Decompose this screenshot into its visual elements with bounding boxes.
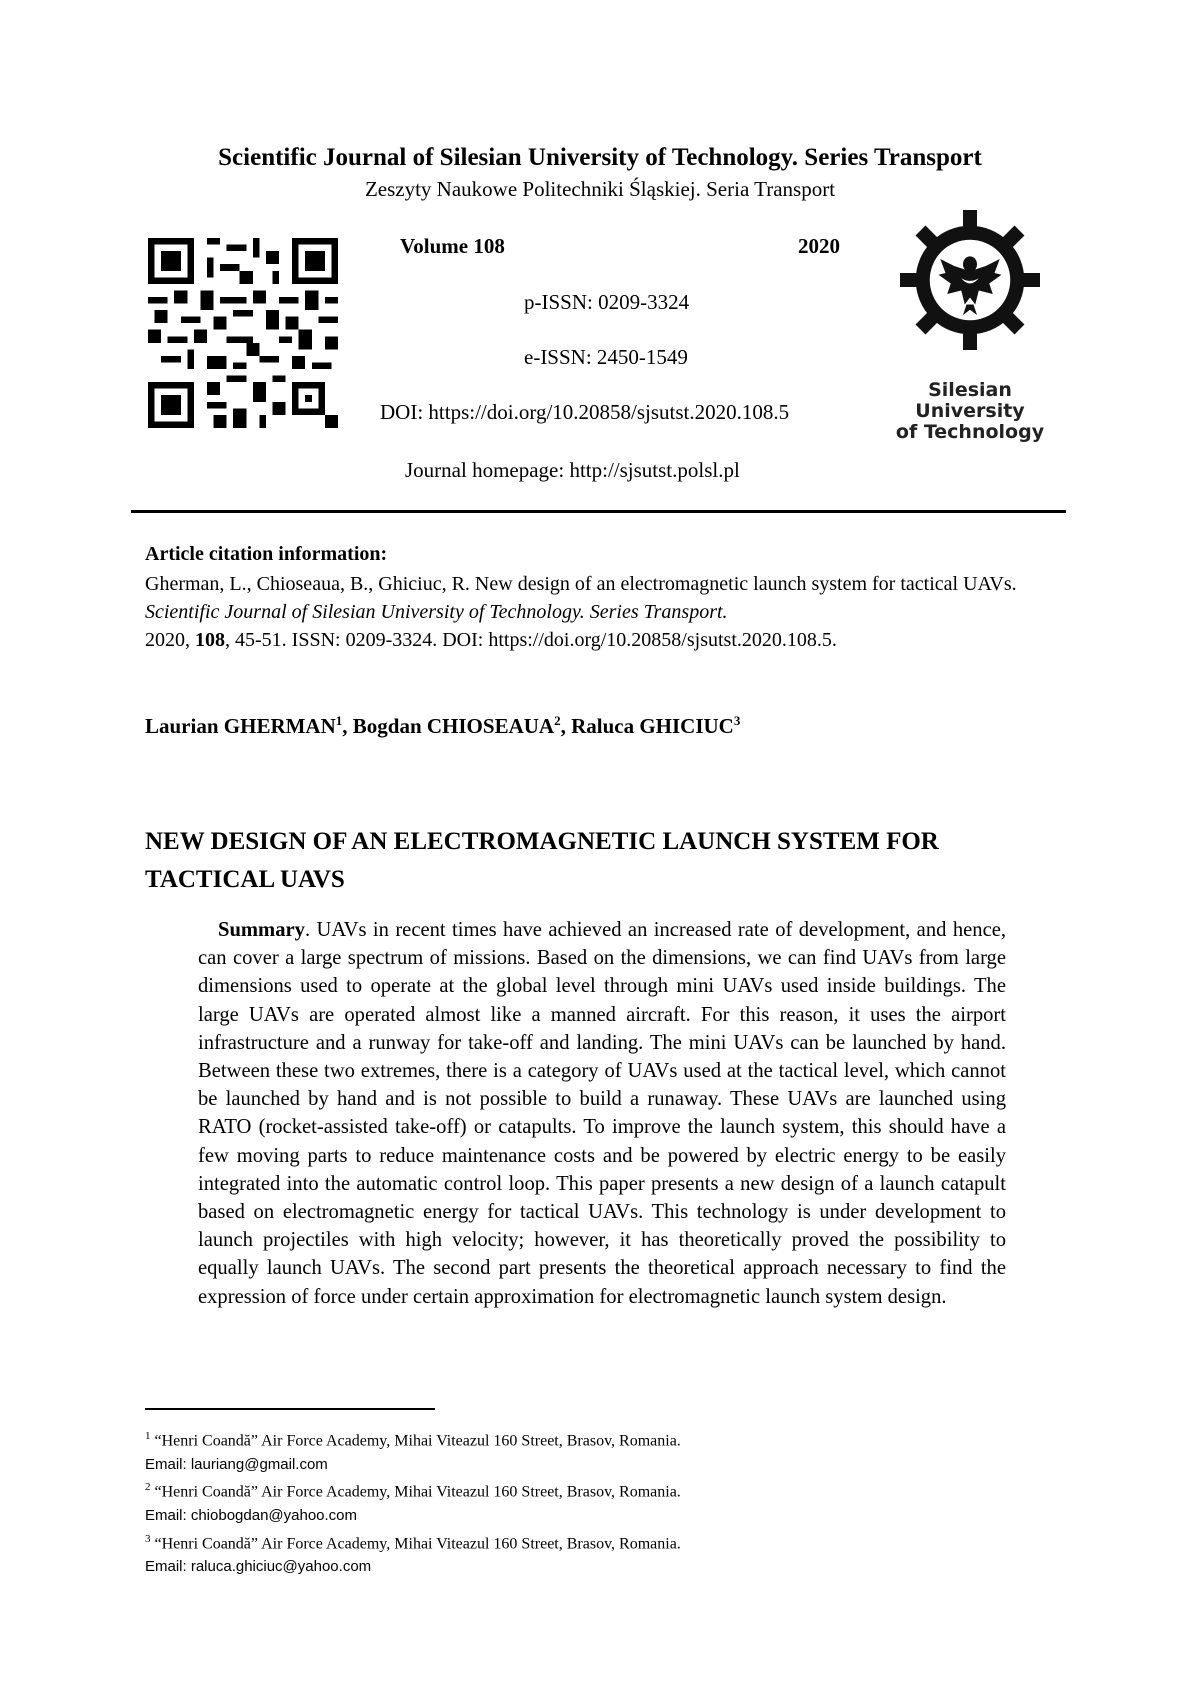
footnote-mark: 3 bbox=[145, 1532, 151, 1545]
citation-heading: Article citation information: bbox=[145, 543, 388, 565]
university-seal-icon bbox=[890, 210, 1050, 350]
author-list: Laurian GHERMAN$^1$, Bogdan CHIOSEAUA$^2$, Raluca GHICIUC$^3$ bbox=[145, 713, 741, 738]
citation-body bbox=[145, 570, 1075, 654]
doi-link[interactable]: DOI: https://doi.org/10.20858/sjsutst.2020.108.5 bbox=[380, 400, 790, 424]
paper-title: NEW DESIGN OF AN ELECTROMAGNETIC LAUNCH SYSTEM FOR TACTICAL UAVS bbox=[145, 828, 939, 893]
header-divider bbox=[131, 510, 1066, 513]
footnote bbox=[145, 1425, 1085, 1453]
author-name: Raluca GHICIUC bbox=[571, 714, 734, 738]
journal-homepage-link[interactable]: Journal homepage: http://sjsutst.polsl.pl bbox=[405, 458, 740, 482]
volume-row bbox=[400, 234, 840, 259]
citation-authors-text: Gherman, L., Chioseaua, B., Ghiciuc, R. New design of an electromagnetic launch system for tactical UAVs. bbox=[145, 573, 1017, 595]
footnote-mark: 1 bbox=[145, 1430, 151, 1442]
year: 2020 bbox=[798, 234, 840, 258]
footnote-affiliation: “Henri Coandă” Air Force Academy, Mihai Viteazul 160 Street, Brasov, Romania. bbox=[150, 1483, 681, 1501]
p-issn: p-ISSN: 0209-3324 bbox=[524, 290, 690, 314]
citation-rest: , 45-51. ISSN: 0209-3324. DOI: https://doi.org/10.20858/sjsutst.2020.108.5. bbox=[225, 629, 837, 651]
footnote-affiliation: “Henri Coandă” Air Force Academy, Mihai Viteazul 160 Street, Brasov, Romania. bbox=[150, 1534, 681, 1552]
qr-code-icon bbox=[148, 238, 338, 428]
volume: Volume 108 bbox=[400, 234, 505, 258]
logo-line: of Technology bbox=[895, 421, 1045, 443]
author-affiliation-mark: 2 bbox=[554, 713, 561, 728]
footnote-email[interactable]: Email: raluca.ghiciuc@yahoo.com bbox=[145, 1558, 372, 1576]
footnote-divider bbox=[145, 1408, 435, 1410]
summary-paragraph bbox=[198, 916, 1006, 1311]
citation-volume: 108 bbox=[195, 629, 225, 651]
footnote bbox=[145, 1476, 1085, 1504]
summary-text: . UAVs in recent times have achieved an increased rate of development, and hence, can cover a large spectrum of missions. Based on the dimensions, we can find UAVs from large dimensions used to operate at the global level through mini UAVs used inside buildings. The large UAVs are operated almost like a manned aircraft. For this reason, it uses the airport infrastructure and a runway for take-off and landing. The mini UAVs can be launched by hand. Between these two extremes, there is a category of UAVs used at the tactical level, which cannot be launched by hand and is not possible to build a runaway. These UAVs are launched using RATO (rocket-assisted take-off) or catapults. To improve the launch system, this should have a few moving parts to reduce maintenance costs and be powered by electric energy to be easily integrated into the automatic control loop. This paper presents a new design of a launch catapult based on electromagnetic energy for tactical UAVs. This technology is under development to launch projectiles with high velocity; however, it has theoretically proved the possibility to equally launch UAVs. The second part presents the theoretical approach necessary to find the expression of force under certain approximation for electromagnetic launch system design. bbox=[198, 919, 1006, 1308]
author-affiliation-mark: 1 bbox=[335, 713, 343, 728]
author-name: Bogdan CHIOSEAUA bbox=[352, 714, 555, 738]
e-issn: e-ISSN: 2450-1549 bbox=[524, 345, 688, 369]
footnote-email[interactable]: Email: lauriang@gmail.com bbox=[145, 1455, 328, 1473]
footnote-mark: 2 bbox=[145, 1481, 151, 1494]
citation-year: 2020, bbox=[145, 629, 195, 651]
university-logo-text bbox=[880, 380, 1060, 443]
footnote bbox=[145, 1528, 1085, 1556]
citation-journal: Scientific Journal of Silesian University of Technology. Series Transport. bbox=[145, 601, 728, 623]
logo-line: University bbox=[915, 400, 1025, 422]
summary-label: Summary bbox=[218, 919, 305, 941]
footnote-affiliation: “Henri Coandă” Air Force Academy, Mihai Viteazul 160 Street, Brasov, Romania. bbox=[150, 1432, 681, 1450]
journal-subtitle: Zeszyty Naukowe Politechniki Śląskiej. Seria Transport bbox=[364, 177, 836, 201]
author-affiliation-mark: 3 bbox=[733, 713, 741, 728]
footnote-email[interactable]: Email: chiobogdan@yahoo.com bbox=[145, 1507, 358, 1525]
author-name: Laurian GHERMAN bbox=[145, 714, 336, 738]
footnotes bbox=[145, 1425, 1085, 1579]
logo-line: Silesian bbox=[928, 379, 1012, 401]
journal-title: Scientific Journal of Silesian University of Technology. Series Transport bbox=[218, 144, 982, 171]
